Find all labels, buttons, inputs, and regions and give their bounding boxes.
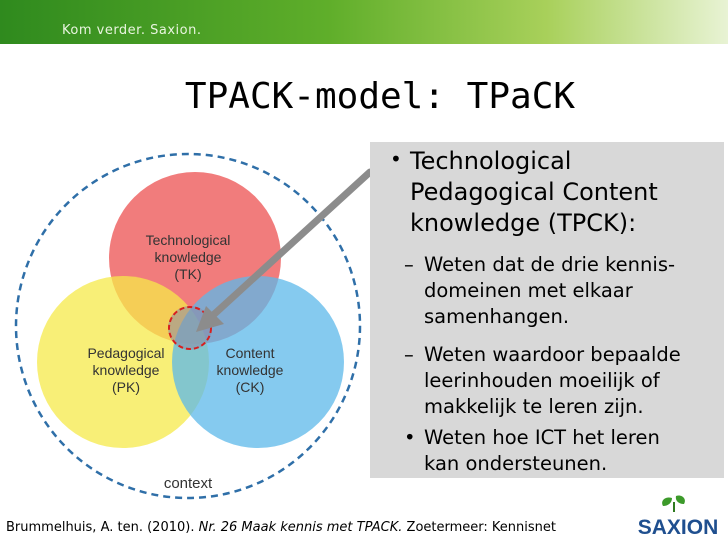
saxion-logo: [632, 494, 724, 540]
bullet-dot: •: [390, 147, 402, 171]
tpack-diagram: [0, 140, 380, 500]
ck-label-2: knowledge: [216, 362, 284, 378]
slide-title: TPACK-model: TPaCK: [184, 76, 576, 117]
logo-text: SAXION: [637, 516, 719, 539]
context-label: context: [163, 475, 213, 492]
tk-label-3: (TK): [174, 266, 202, 282]
main-bullet-line: knowledge (TPCK):: [410, 209, 637, 237]
citation-author: Brummelhuis, A. ten. (2010).: [6, 520, 199, 535]
header-bar: [0, 0, 728, 44]
tk-label-1: Technological: [145, 232, 231, 248]
ck-label-3: (CK): [235, 379, 265, 395]
citation-publisher: Zoetermeer: Kennisnet: [402, 520, 556, 535]
citation: [6, 520, 556, 535]
pk-label-1: Pedagogical: [87, 345, 165, 361]
main-bullet-line: Pedagogical Content: [410, 178, 658, 206]
pk-label-3: (PK): [112, 379, 140, 395]
main-bullet-line: Technological: [410, 147, 572, 175]
pk-label-2: knowledge: [92, 362, 160, 378]
leaf-icon: [662, 496, 685, 512]
citation-title: Nr. 26 Maak kennis met TPACK.: [198, 520, 403, 535]
tagline: Kom verder. Saxion.: [62, 23, 202, 38]
ck-label-1: Content: [225, 345, 275, 361]
tk-label-2: knowledge: [154, 249, 222, 265]
